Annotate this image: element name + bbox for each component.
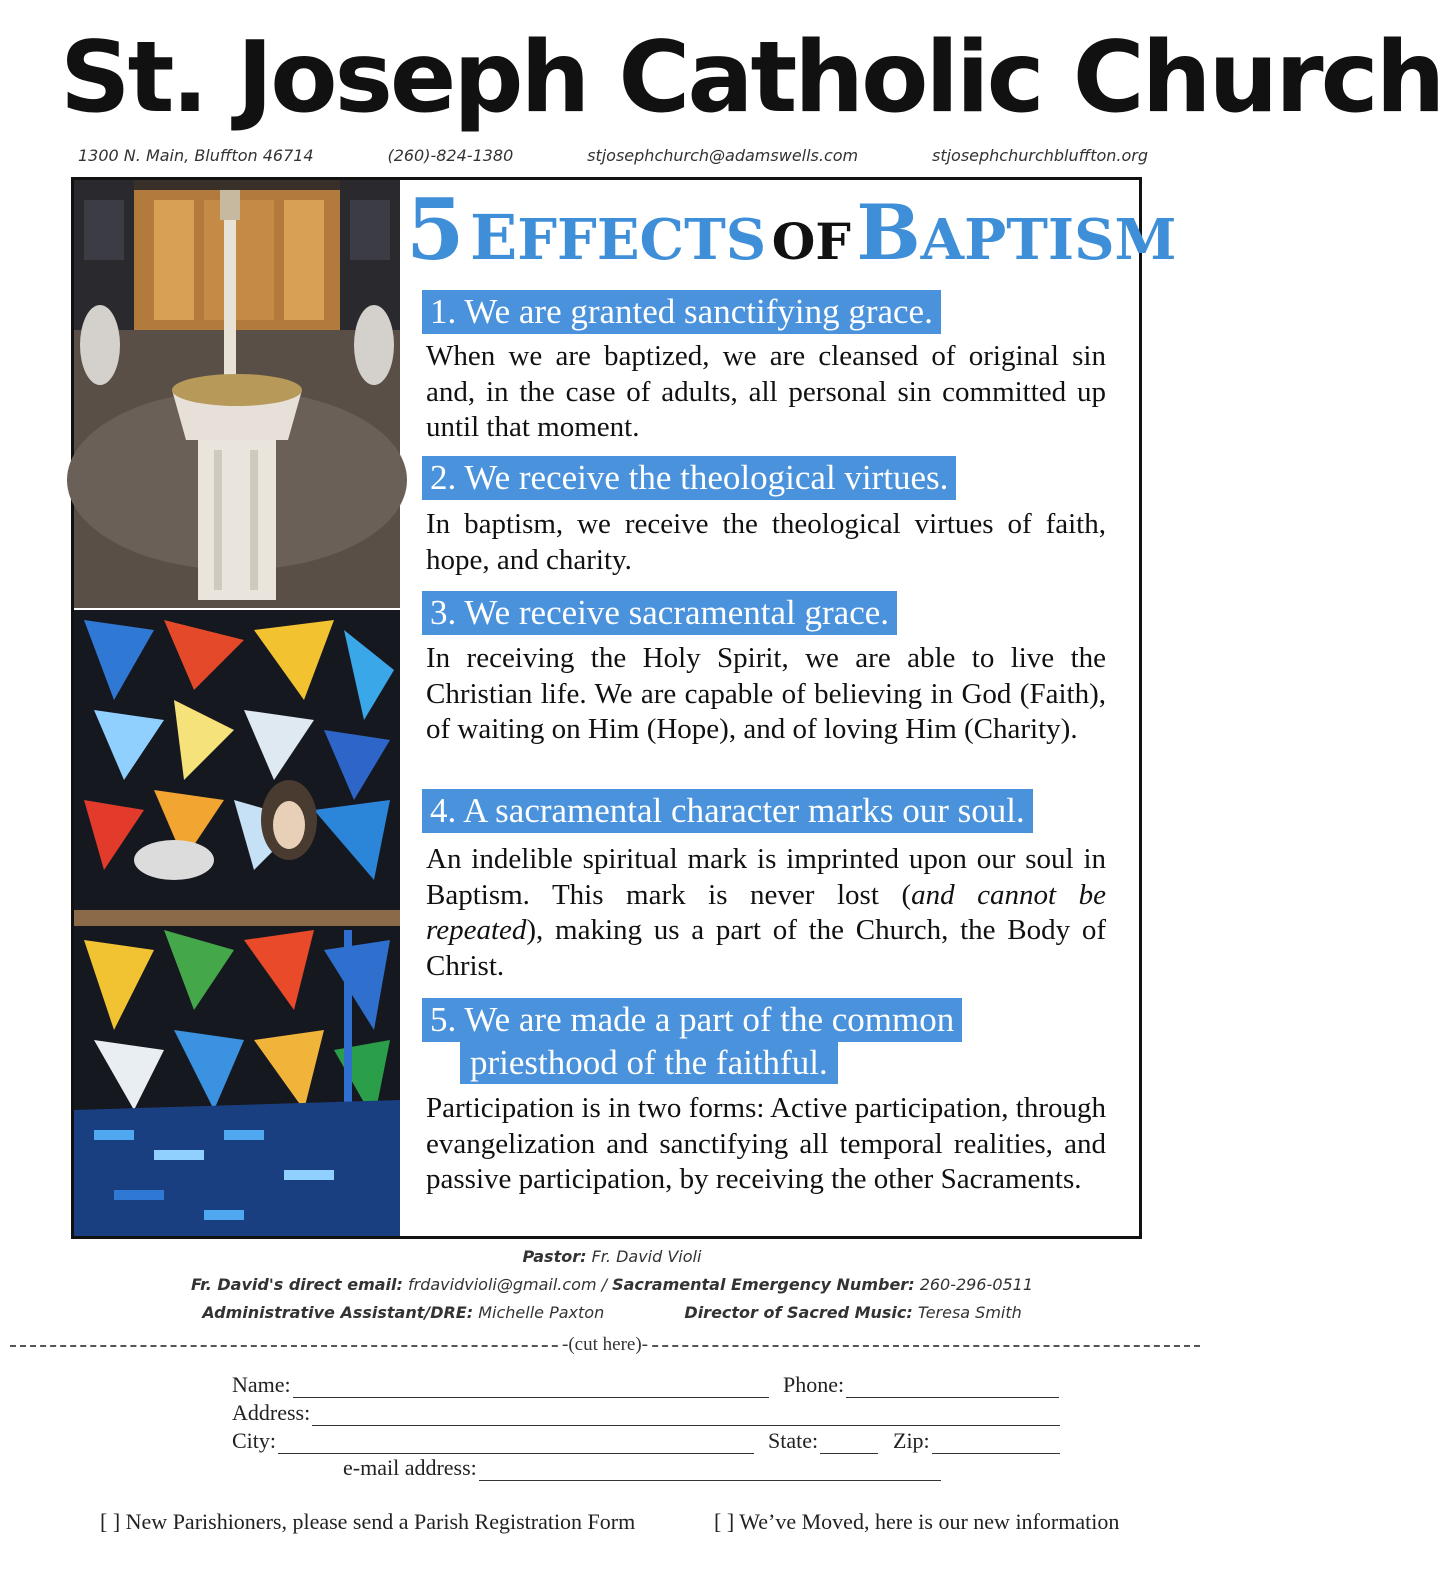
zip-field[interactable]: Zip: xyxy=(893,1428,1060,1454)
effect-4-title: 4. A sacramental character marks our soul. xyxy=(422,789,1033,833)
effect-1-body: When we are baptized, we are cleansed of original sin and, in the case of adults, all personal sin committed up until that moment. xyxy=(426,340,1106,443)
address-input-line[interactable] xyxy=(312,1406,1060,1426)
phone-input-line[interactable] xyxy=(846,1378,1059,1398)
cut-label: -(cut here)- xyxy=(558,1334,652,1356)
emergency-number: 260-296-0511 xyxy=(919,1275,1034,1294)
effect-5-title-line2: priesthood of the faithful. xyxy=(460,1042,838,1084)
effect-5-title-line1: 5. We are made a part of the common xyxy=(422,998,962,1042)
email-field[interactable]: e-mail address: xyxy=(343,1455,941,1481)
name-field[interactable]: Name: xyxy=(232,1372,769,1398)
church-email[interactable]: stjosephchurch@adamswells.com xyxy=(587,145,859,165)
state-input-line[interactable] xyxy=(820,1434,878,1454)
effects-content xyxy=(404,180,1177,1236)
effect-1-title: 1. We are granted sanctifying grace. xyxy=(422,290,941,334)
effect-3-title: 3. We receive sacramental grace. xyxy=(422,591,897,635)
contact-line xyxy=(78,142,1148,168)
phone-field[interactable]: Phone: xyxy=(783,1372,1059,1398)
email-input-line[interactable] xyxy=(479,1461,941,1481)
church-title: St. Joseph Catholic Church xyxy=(60,21,1442,135)
contact-info-line: Fr. David's direct email: frdavidvioli@gmail.com / Sacramental Emergency Number: 260-296-0511 xyxy=(190,1275,1034,1294)
address-field[interactable]: Address: xyxy=(232,1400,1060,1426)
main-panel xyxy=(71,177,1177,1239)
effect-2-title: 2. We receive the theological virtues. xyxy=(422,456,956,500)
stained-glass-photo xyxy=(74,610,400,1236)
baptismal-font-photo xyxy=(74,180,400,608)
new-parishioner-checkbox[interactable]: [ ] New Parishioners, please send a Parish Registration Form xyxy=(100,1509,636,1534)
moved-checkbox[interactable]: [ ] We’ve Moved, here is our new information xyxy=(714,1509,1120,1534)
state-field[interactable]: State: xyxy=(768,1428,878,1454)
pastor-email[interactable]: frdavidvioli@gmail.com xyxy=(408,1275,597,1294)
church-website[interactable]: stjosephchurchbluffton.org xyxy=(931,145,1148,165)
effect-2-body: In baptism, we receive the theological virtues of faith, hope, and charity. xyxy=(426,508,1106,576)
city-field[interactable]: City: xyxy=(232,1428,754,1454)
city-input-line[interactable] xyxy=(278,1434,754,1454)
church-address: 1300 N. Main, Bluffton 46714 xyxy=(78,145,314,165)
church-phone: (260)-824-1380 xyxy=(387,145,514,165)
cut-line xyxy=(10,1336,1200,1356)
effect-3-body: In receiving the Holy Spirit, we are able to live the Christian life. We are capable of believing in God (Faith), of waiting on Him (Hope), and of loving Him (Charity). xyxy=(426,642,1106,745)
staff-line: Administrative Assistant/DRE: Michelle Paxton Director of Sacred Music: Teresa Smith xyxy=(202,1303,1022,1322)
effect-5-body: Participation is in two forms: Active participation, through evangelization and sanctifying all temporal realities, and passive participation, by receiving the other Sacraments. xyxy=(426,1092,1106,1195)
name-input-line[interactable] xyxy=(293,1378,769,1398)
zip-input-line[interactable] xyxy=(932,1434,1060,1454)
page-heading: 5 EFFECTS OF BAPTISM xyxy=(406,180,1177,279)
effect-4-body: An indelible spiritual mark is imprinted upon our soul in Baptism. This mark is never lost (and cannot be repeated), making us a part of the Church, the Body of Christ. xyxy=(426,843,1106,982)
pastor-line: Pastor: Fr. David Violi xyxy=(522,1247,702,1266)
